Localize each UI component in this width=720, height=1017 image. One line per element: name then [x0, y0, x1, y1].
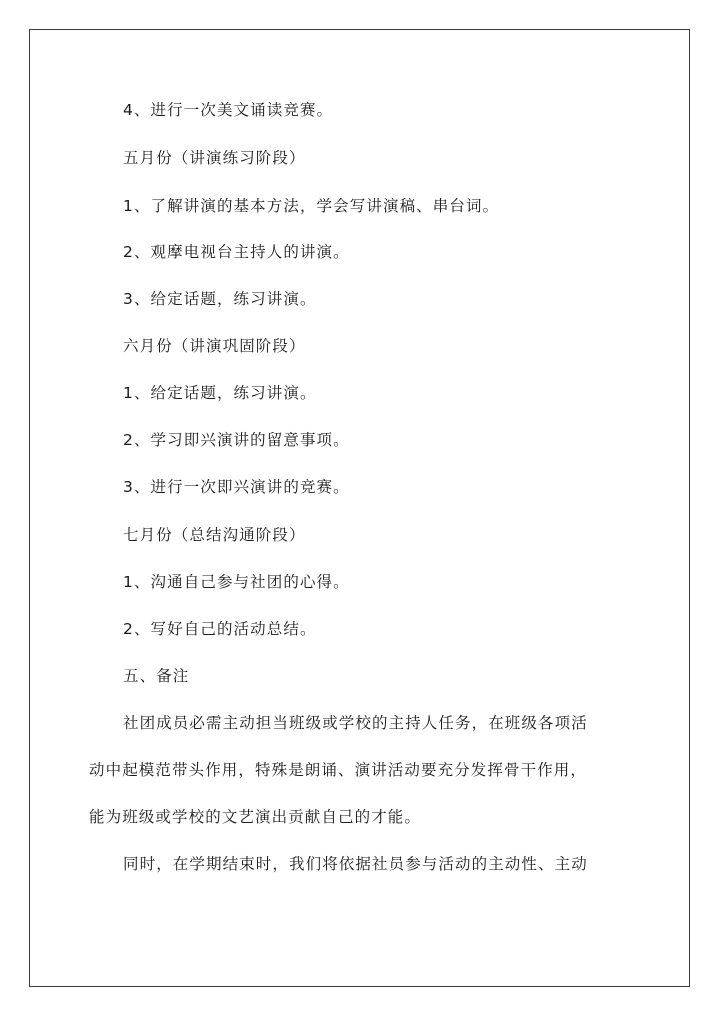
list-item: 1、了解讲演的基本方法，学会写讲演稿、串台词。	[123, 197, 500, 215]
section-heading: 七月份（总结沟通阶段）	[123, 526, 306, 544]
list-item: 1、沟通自己参与社团的心得。	[123, 573, 350, 591]
paragraph-line: 能为班级或学校的文艺演出贡献自己的才能。	[89, 808, 422, 826]
list-item: 2、观摩电视台主持人的讲演。	[123, 243, 350, 261]
section-heading: 五、备注	[123, 667, 190, 685]
list-item: 2、学习即兴演讲的留意事项。	[123, 431, 350, 449]
page-border	[29, 29, 690, 987]
paragraph-line: 同时，在学期结束时，我们将依据社员参与活动的主动性、主动	[123, 855, 588, 873]
section-heading: 五月份（讲演练习阶段）	[123, 149, 306, 167]
list-item: 4、进行一次美文诵读竞赛。	[123, 101, 334, 119]
list-item: 2、写好自己的活动总结。	[123, 620, 317, 638]
paragraph-line: 社团成员必需主动担当班级或学校的主持人任务，在班级各项活	[123, 714, 588, 732]
list-item: 1、给定话题，练习讲演。	[123, 384, 317, 402]
list-item: 3、进行一次即兴演讲的竞赛。	[123, 478, 350, 496]
section-heading: 六月份（讲演巩固阶段）	[123, 337, 306, 355]
paragraph-line: 动中起模范带头作用，特殊是朗诵、演讲活动要充分发挥骨干作用，	[89, 761, 588, 779]
list-item: 3、给定话题，练习讲演。	[123, 290, 317, 308]
